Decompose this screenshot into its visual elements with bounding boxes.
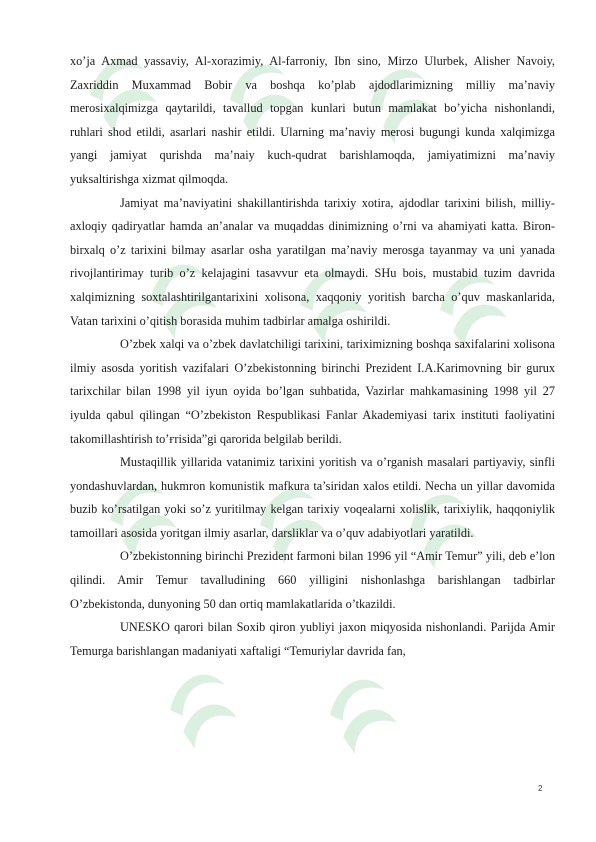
paragraph-3: O’zbek xalqi va o’zbek davlatchiligi tarixini, tariximizning boshqa saxifalarini xolisona ilmiy asosda yoritish vazifalari O’zbekistonning birinchi Prezident I.A.Karimovning bir gurux tarixchilar bilan 1998 yil iyun oyida bo’lgan suhbatida, Vazirlar mahkamasining 1998 yil 27 iyulda qabul qilingan “O’zbekiston Respublikasi Fanlar Akademiyasi tarix instituti faoliyatini takomillashtirish to’ғrisida”gi qarorida belgilab berildi. <box>70 337 555 446</box>
watermark-mark <box>322 673 402 758</box>
paragraph-6: UNESKO qarori bilan Soxib qiron yubliyi jaxon miqyosida nishonlandi. Parijda Amir Temurga barishlangan madaniyati xaftaligi “Temuriylar davrida fan, <box>70 620 555 658</box>
paragraph-5: O’zbekistonning birinchi Prezident farmoni bilan 1996 yil “Amir Temur” yili, deb e’lon qilindi. Amir Temur tavalludining 660 yilligini nishonlashga barishlangan tadbirlar O’zbekistonda, dunyoning 50 dan ortiq mamlakatlarida o’tkazildi. <box>70 549 555 611</box>
paragraph-2: Jamiyat ma’naviyatini shakillantirishda tarixiy xotira, ajdodlar tarixini bilish, milliy-axloqiy qadiryatlar hamda an’analar va muqaddas dinimizning o’rni va ahamiyati katta. Biron-birxalq o’z tarixini bilmay asarlar osha yaratilgan ma’naviy merosga tayanmay va uni yanada rivojlantirimay turib o’z kelajagini tasavvur eta olmaydi. SHu bois, mustabid tuzim davrida xalqimizning soxtalashtirilgantarixini xolisona, xaqqoniy yoritish barcha o’quv maskanlarida, Vatan tarixini o’qitish borasida muhim tadbirlar amalga oshirildi. <box>70 195 555 328</box>
watermark-mark <box>162 668 242 753</box>
paragraph-4: Mustaqillik yillarida vatanimiz tarixini yoritish va o’rganish masalari partiyaviy, sinfli yondashuvlardan, hukmron komunistik mafkura ta’siridan xalos etildi. Necha un yillar davomida buzib ko’rsatilgan yoki so’z yuritilmay kelgan tarixiy voqealarni xolislik, tarixiylik, haqqoniylik tamoillari asosida yoritgan ilmiy asarlar, darsliklar va o’quv adabiyotlari yaratildi. <box>70 455 555 540</box>
paragraph-1: xo’ja Axmad yassaviy, Al-xorazimiy, Al-farroniy, Ibn sino, Mirzo Ulurbek, Alisher Navoiy, Zaxriddin Muxammad Bobir va boshqa ko’plab ajdodlarimizning milliy ma’naviy merosixalqimizga qaytarildi, tavallud topgan kunlari butun mamlakat bo’yicha nishonlandi, ruhlari shod etildi, asarlari nashir etildi. Ularning ma’naviy merosi bugungi kunda xalqimizga yangi jamiyat qurishda ma’naiy kuch-qudrat barishlamoqda, jamiyatimizni ma’naviy yuksaltirishga xizmat qilmoqda. <box>70 54 555 186</box>
page-number: 2 <box>538 784 543 793</box>
body-text <box>70 50 555 663</box>
